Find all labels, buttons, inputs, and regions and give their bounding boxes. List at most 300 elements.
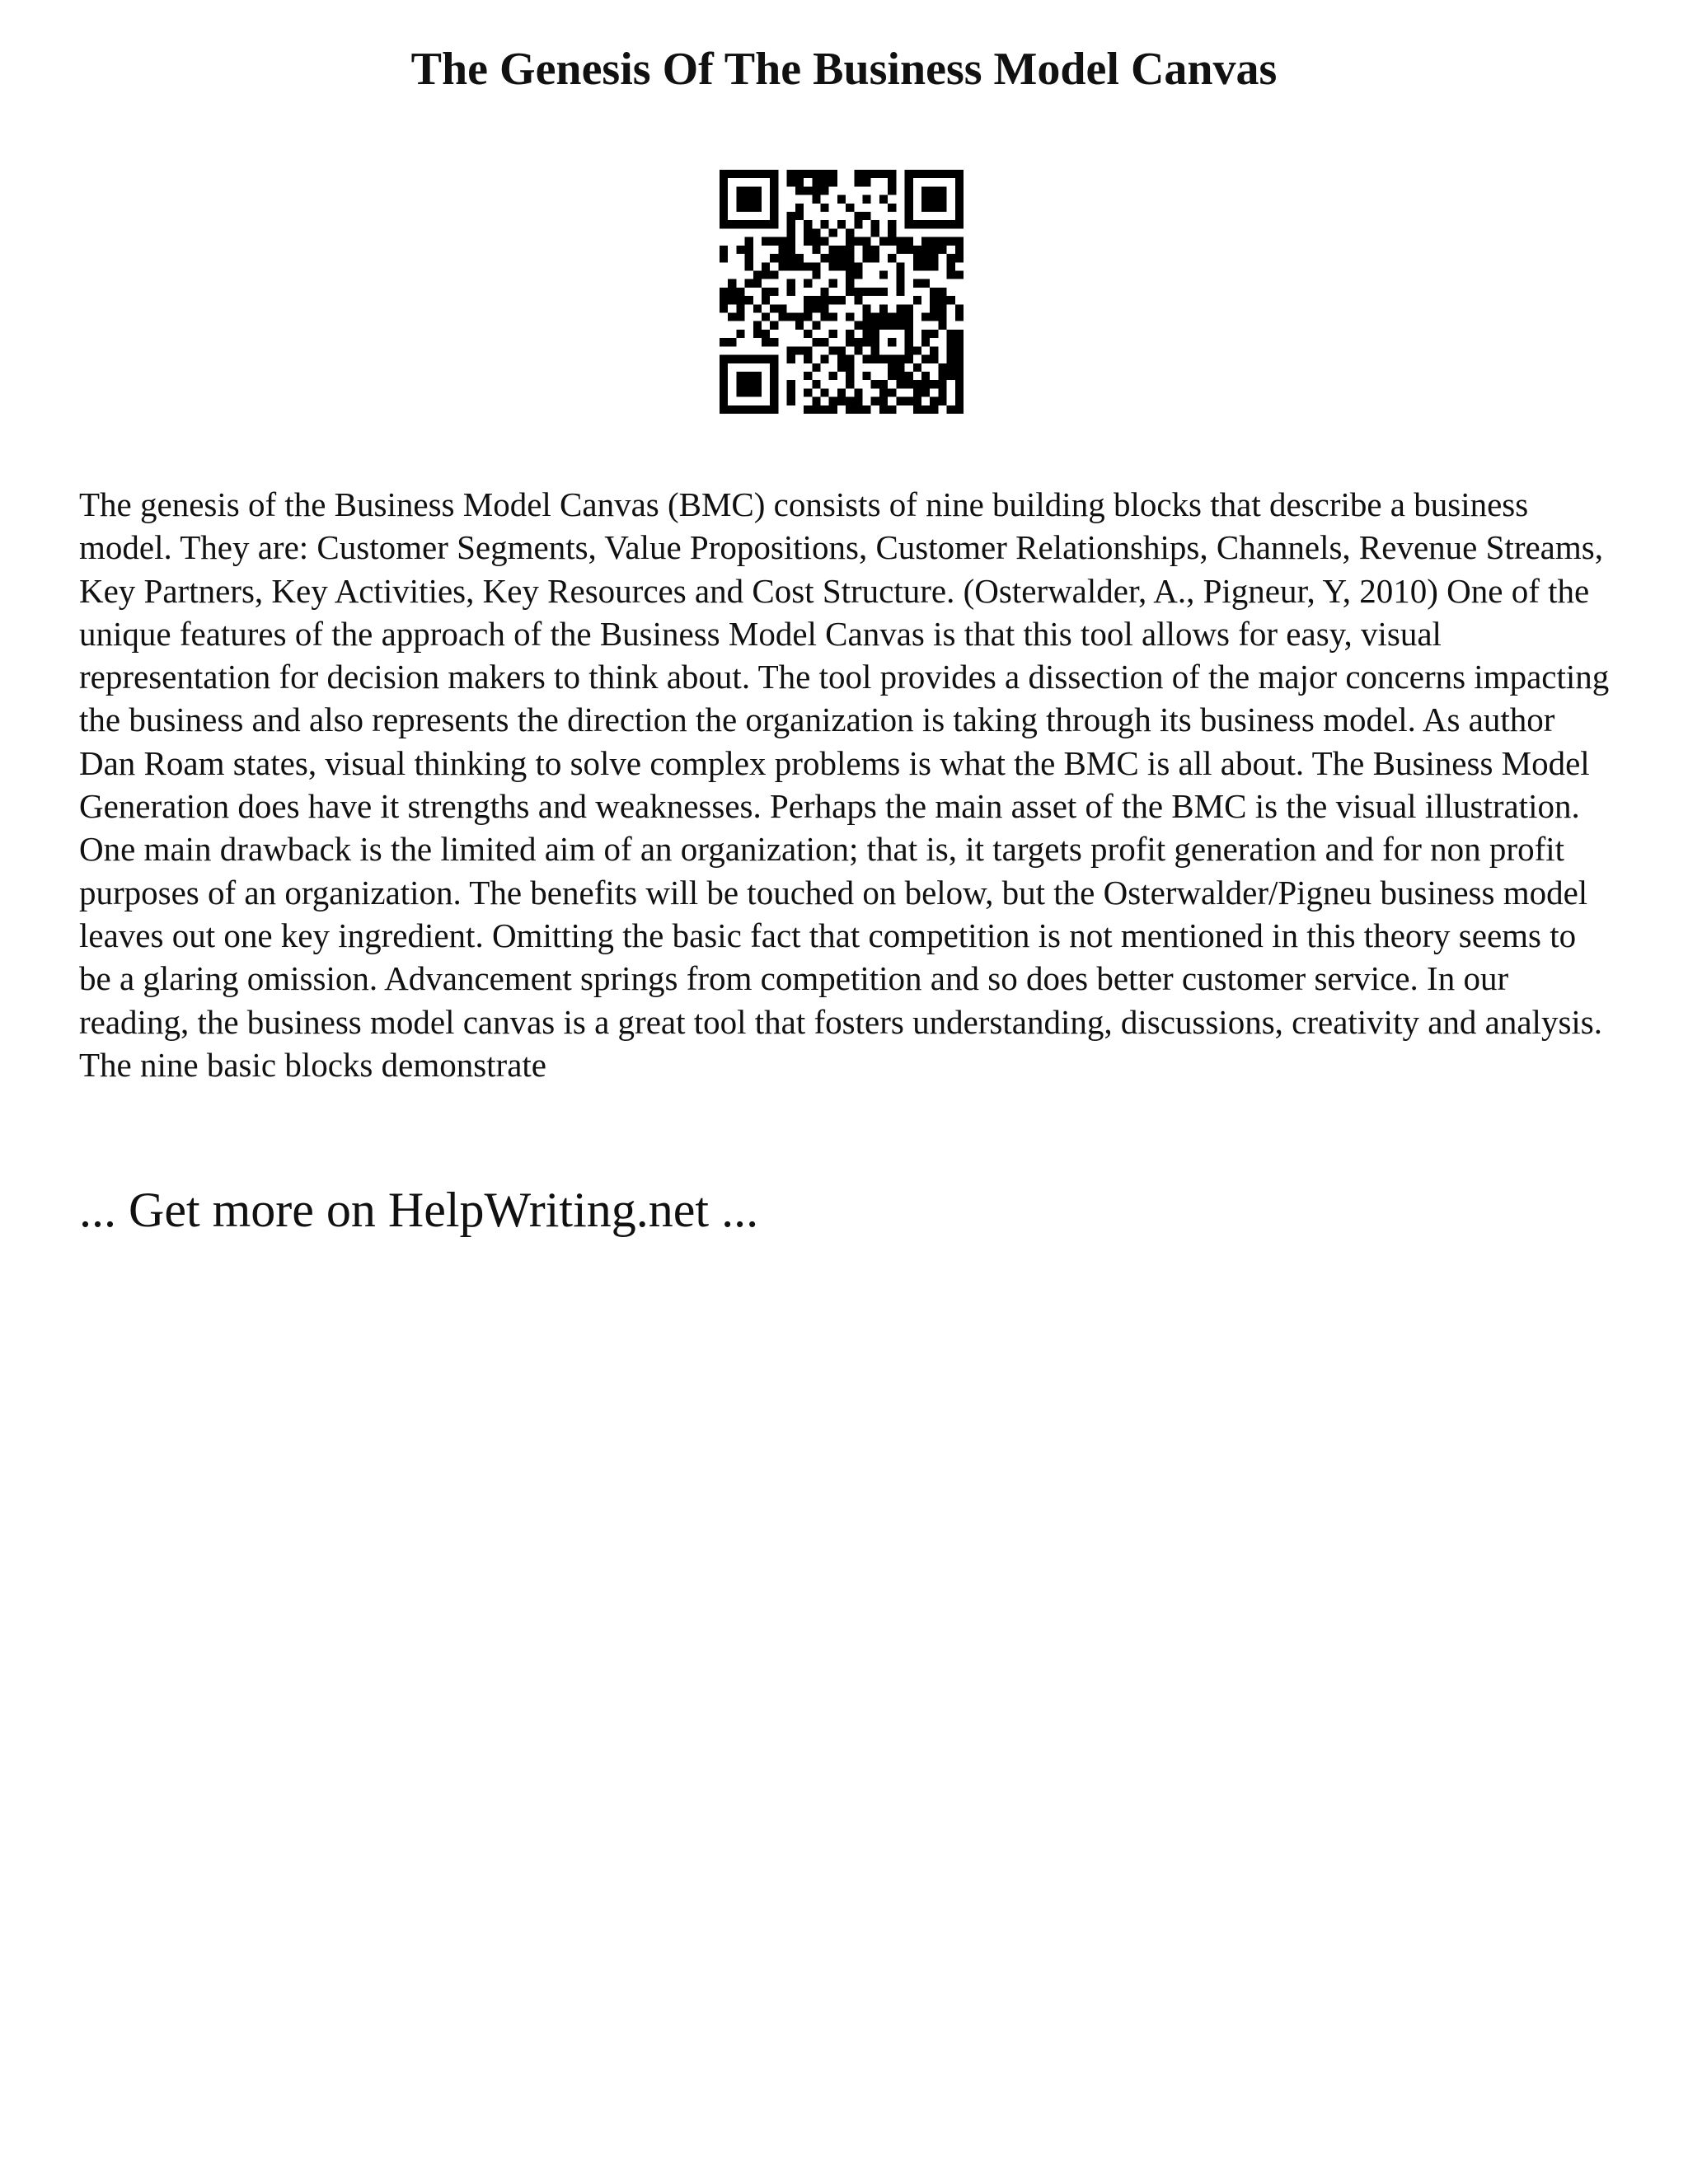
qr-module [837, 246, 846, 254]
qr-module [770, 186, 778, 194]
qr-module [820, 170, 828, 178]
qr-module [955, 355, 964, 363]
qr-module [863, 178, 871, 186]
qr-module [921, 279, 930, 288]
qr-module [720, 170, 728, 178]
qr-module [921, 170, 930, 178]
qr-module [787, 228, 795, 237]
qr-module [720, 380, 728, 388]
qr-module [770, 204, 778, 212]
qr-module [905, 237, 913, 246]
qr-module [778, 237, 786, 246]
qr-module [879, 170, 888, 178]
qr-module [888, 313, 896, 321]
qr-module [930, 170, 938, 178]
qr-module [745, 405, 753, 414]
qr-module [913, 246, 921, 254]
qr-module [762, 313, 770, 321]
qr-module [745, 195, 753, 204]
qr-module [888, 186, 896, 194]
qr-module [770, 237, 778, 246]
qr-module [720, 288, 728, 296]
qr-module [829, 397, 837, 405]
qr-module [955, 178, 964, 186]
qr-module [947, 220, 955, 228]
qr-module [846, 355, 854, 363]
qr-module [888, 363, 896, 372]
qr-module [854, 178, 862, 186]
qr-module [846, 228, 854, 237]
qr-module [812, 262, 820, 270]
qr-module [905, 170, 913, 178]
qr-module [720, 296, 728, 304]
qr-module [829, 313, 837, 321]
qr-module [921, 220, 930, 228]
qr-module [753, 220, 762, 228]
qr-module [930, 204, 938, 212]
qr-module [913, 254, 921, 262]
qr-module [770, 304, 778, 312]
qr-module [804, 262, 812, 270]
qr-module [905, 313, 913, 321]
qr-module [905, 321, 913, 330]
qr-module [720, 178, 728, 186]
qr-module [736, 246, 744, 254]
qr-module [871, 313, 879, 321]
qr-module [812, 246, 820, 254]
qr-module [804, 237, 812, 246]
qr-module [787, 279, 795, 288]
qr-module [720, 304, 728, 312]
qr-module [804, 220, 812, 228]
qr-module [930, 355, 938, 363]
qr-module [921, 246, 930, 254]
qr-module [938, 313, 946, 321]
qr-module [854, 288, 862, 296]
qr-module [955, 405, 964, 414]
qr-module [720, 195, 728, 204]
qr-module [812, 405, 820, 414]
qr-module [879, 270, 888, 279]
qr-code-icon [720, 170, 964, 414]
qr-module [913, 363, 921, 372]
qr-module [854, 262, 862, 270]
qr-module [896, 279, 904, 288]
qr-module [896, 372, 904, 380]
qr-module [795, 186, 804, 194]
qr-module [804, 228, 812, 237]
qr-module [905, 346, 913, 354]
qr-module [804, 304, 812, 312]
qr-module [905, 397, 913, 405]
qr-module [854, 388, 862, 396]
qr-module [753, 372, 762, 380]
qr-module [846, 330, 854, 338]
qr-module [846, 262, 854, 270]
qr-module [787, 313, 795, 321]
qr-module [854, 170, 862, 178]
qr-module [753, 204, 762, 212]
qr-module [770, 212, 778, 220]
qr-module [829, 228, 837, 237]
qr-module [770, 397, 778, 405]
qr-module [770, 288, 778, 296]
qr-module [930, 186, 938, 194]
qr-module [879, 237, 888, 246]
qr-module [955, 254, 964, 262]
qr-module [762, 296, 770, 304]
qr-module [955, 237, 964, 246]
qr-module [762, 270, 770, 279]
qr-module [938, 237, 946, 246]
qr-module [947, 346, 955, 354]
qr-module [854, 397, 862, 405]
qr-module [905, 220, 913, 228]
qr-module [938, 372, 946, 380]
qr-module [829, 405, 837, 414]
qr-module [753, 405, 762, 414]
more-link[interactable]: ... Get more on HelpWriting.net ... [79, 1183, 759, 1237]
qr-module [846, 397, 854, 405]
qr-module [720, 212, 728, 220]
qr-module [770, 363, 778, 372]
qr-module [720, 372, 728, 380]
qr-module [804, 372, 812, 380]
qr-module [778, 262, 786, 270]
qr-module [947, 262, 955, 270]
qr-module [720, 355, 728, 363]
qr-module [947, 338, 955, 346]
qr-module [728, 338, 736, 346]
qr-module [888, 237, 896, 246]
qr-module [787, 262, 795, 270]
qr-module [863, 330, 871, 338]
qr-module [795, 262, 804, 270]
qr-module [837, 296, 846, 304]
qr-module [753, 270, 762, 279]
qr-module [846, 363, 854, 372]
qr-module [955, 338, 964, 346]
qr-module [930, 346, 938, 354]
qr-module [921, 195, 930, 204]
qr-module [820, 296, 828, 304]
qr-module [812, 237, 820, 246]
qr-module [762, 237, 770, 246]
qr-module [720, 220, 728, 228]
qr-module [871, 355, 879, 363]
page-title: The Genesis Of The Business Model Canvas [410, 44, 1278, 95]
qr-module [820, 313, 828, 321]
qr-module [745, 220, 753, 228]
qr-module [955, 388, 964, 396]
qr-module [787, 170, 795, 178]
qr-module [905, 212, 913, 220]
qr-module [745, 296, 753, 304]
qr-module [871, 330, 879, 338]
qr-module [863, 246, 871, 254]
qr-module [770, 355, 778, 363]
qr-module [812, 380, 820, 388]
qr-module [846, 313, 854, 321]
qr-module [921, 388, 930, 396]
qr-module [938, 304, 946, 312]
qr-module [863, 304, 871, 312]
qr-module [913, 296, 921, 304]
qr-module [837, 363, 846, 372]
qr-module [913, 170, 921, 178]
qr-module [753, 330, 762, 338]
qr-module [938, 397, 946, 405]
qr-module [837, 346, 846, 354]
qr-module [854, 338, 862, 346]
qr-module [736, 296, 744, 304]
qr-module [770, 178, 778, 186]
qr-module [745, 204, 753, 212]
qr-module [787, 388, 795, 396]
qr-module [753, 321, 762, 330]
qr-module [820, 288, 828, 296]
qr-module [728, 170, 736, 178]
qr-module [720, 246, 728, 254]
qr-module [720, 186, 728, 194]
qr-module [820, 204, 828, 212]
qr-module [829, 178, 837, 186]
qr-module [879, 288, 888, 296]
qr-module [795, 346, 804, 354]
qr-module [829, 279, 837, 288]
qr-module [938, 388, 946, 396]
qr-module [947, 296, 955, 304]
qr-module [770, 195, 778, 204]
qr-module [846, 204, 854, 212]
qr-module [854, 321, 862, 330]
qr-module [787, 397, 795, 405]
qr-module [955, 220, 964, 228]
qr-module [955, 246, 964, 254]
qr-module [820, 178, 828, 186]
qr-module [837, 388, 846, 396]
qr-module [736, 288, 744, 296]
qr-module [728, 313, 736, 321]
qr-module [921, 330, 930, 338]
qr-module [795, 178, 804, 186]
qr-module [896, 288, 904, 296]
qr-module [888, 338, 896, 346]
qr-module [896, 380, 904, 388]
qr-module [778, 246, 786, 254]
qr-module [938, 246, 946, 254]
qr-module [736, 330, 744, 338]
qr-module [829, 296, 837, 304]
qr-module [720, 363, 728, 372]
qr-module [829, 262, 837, 270]
qr-module [863, 372, 871, 380]
qr-module [921, 313, 930, 321]
qr-module [913, 388, 921, 396]
qr-module [955, 304, 964, 312]
qr-module [930, 262, 938, 270]
qr-module [812, 338, 820, 346]
qr-module [913, 220, 921, 228]
qr-module [888, 372, 896, 380]
qr-module [753, 279, 762, 288]
qr-module [753, 195, 762, 204]
qr-module [955, 313, 964, 321]
qr-module [871, 397, 879, 405]
qr-module [846, 270, 854, 279]
qr-module [820, 254, 828, 262]
qr-module [820, 405, 828, 414]
qr-module [728, 405, 736, 414]
qr-module [820, 186, 828, 194]
qr-module [787, 246, 795, 254]
qr-module [947, 270, 955, 279]
qr-module [947, 254, 955, 262]
qr-module [820, 388, 828, 396]
qr-module [905, 195, 913, 204]
qr-module [837, 254, 846, 262]
qr-module [955, 380, 964, 388]
qr-module [863, 288, 871, 296]
qr-module [753, 170, 762, 178]
qr-module [879, 195, 888, 204]
qr-module [736, 355, 744, 363]
qr-module [795, 170, 804, 178]
qr-module [921, 372, 930, 380]
qr-module [812, 228, 820, 237]
qr-module [745, 355, 753, 363]
qr-module [955, 397, 964, 405]
qr-module [921, 262, 930, 270]
qr-module [879, 313, 888, 321]
qr-module [736, 372, 744, 380]
qr-module [863, 254, 871, 262]
qr-module [955, 195, 964, 204]
qr-module [871, 288, 879, 296]
qr-module [938, 186, 946, 194]
qr-module [863, 195, 871, 204]
qr-module [736, 204, 744, 212]
qr-module [778, 304, 786, 312]
qr-module [720, 397, 728, 405]
qr-module [879, 380, 888, 388]
qr-module [812, 304, 820, 312]
qr-module [879, 405, 888, 414]
qr-module [837, 220, 846, 228]
qr-module [770, 220, 778, 228]
qr-module [804, 313, 812, 321]
qr-module [947, 170, 955, 178]
qr-module [854, 270, 862, 279]
qr-module [787, 254, 795, 262]
qr-module [804, 279, 812, 288]
qr-module [736, 170, 744, 178]
qr-module [795, 212, 804, 220]
qr-module [921, 254, 930, 262]
qr-module [947, 330, 955, 338]
qr-module [930, 380, 938, 388]
qr-module [905, 186, 913, 194]
qr-module [762, 288, 770, 296]
qr-module [846, 279, 854, 288]
qr-module [736, 304, 744, 312]
qr-module [837, 195, 846, 204]
qr-module [955, 270, 964, 279]
qr-module [745, 388, 753, 396]
qr-module [812, 270, 820, 279]
qr-module [930, 254, 938, 262]
qr-module [787, 220, 795, 228]
qr-module [745, 372, 753, 380]
qr-module [812, 195, 820, 204]
qr-module [795, 321, 804, 330]
qr-module [762, 330, 770, 338]
qr-module [921, 355, 930, 363]
qr-module [762, 405, 770, 414]
qr-module [888, 228, 896, 237]
qr-module [905, 178, 913, 186]
qr-module [728, 355, 736, 363]
qr-module [896, 262, 904, 270]
qr-module [846, 246, 854, 254]
qr-module [795, 254, 804, 262]
qr-module [938, 170, 946, 178]
qr-code-graphic [720, 170, 964, 414]
qr-module [837, 262, 846, 270]
qr-module [728, 279, 736, 288]
qr-module [896, 313, 904, 321]
qr-module [930, 405, 938, 414]
qr-module [720, 405, 728, 414]
qr-module [955, 330, 964, 338]
qr-module [938, 296, 946, 304]
qr-module [753, 186, 762, 194]
qr-module [955, 363, 964, 372]
qr-module [888, 254, 896, 262]
qr-module [947, 355, 955, 363]
qr-module [896, 270, 904, 279]
qr-module [829, 372, 837, 380]
qr-module [787, 288, 795, 296]
qr-module [829, 330, 837, 338]
qr-module [955, 212, 964, 220]
qr-module [804, 170, 812, 178]
qr-module [955, 346, 964, 354]
qr-module [888, 170, 896, 178]
qr-module [837, 397, 846, 405]
qr-module [888, 405, 896, 414]
qr-module [930, 288, 938, 296]
qr-module [804, 186, 812, 194]
qr-module [804, 296, 812, 304]
qr-module [812, 296, 820, 304]
qr-module [871, 254, 879, 262]
qr-module [720, 338, 728, 346]
qr-module [736, 186, 744, 194]
qr-module [879, 388, 888, 396]
qr-module [762, 262, 770, 270]
qr-module [930, 397, 938, 405]
qr-module [955, 170, 964, 178]
qr-module [888, 321, 896, 330]
qr-module [930, 330, 938, 338]
qr-module [896, 246, 904, 254]
qr-module [913, 397, 921, 405]
qr-module [745, 279, 753, 288]
qr-module [720, 254, 728, 262]
qr-module [879, 397, 888, 405]
qr-module [795, 313, 804, 321]
